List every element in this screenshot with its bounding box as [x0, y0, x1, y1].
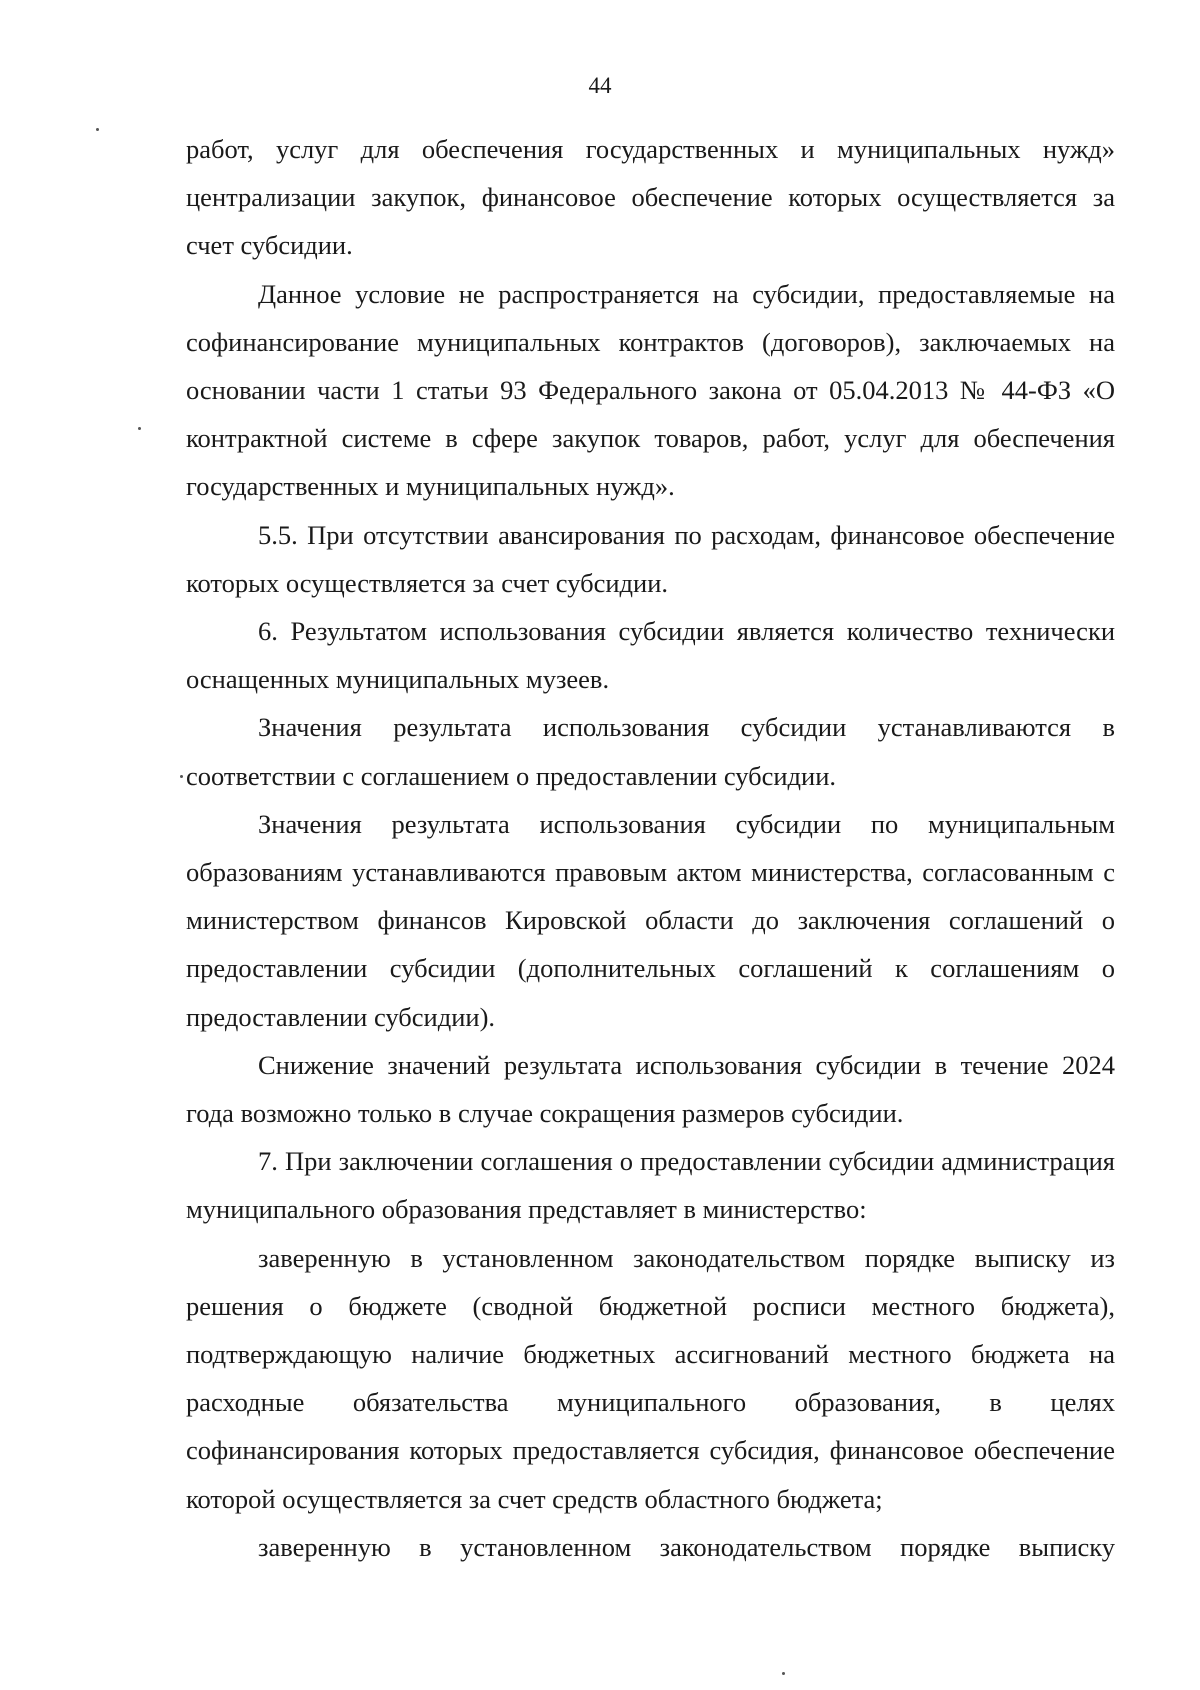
- scan-speck: [180, 775, 183, 778]
- scan-speck: [138, 427, 141, 430]
- paragraph-result-values: Значения результата использования субсидии устанавливаются в соответствии с соглашением о предоставлении субсидии.: [186, 712, 1115, 791]
- paragraph-extract-second: заверенную в установленном законодательством порядке выписку: [258, 1531, 1115, 1562]
- paragraph-5-5: 5.5. При отсутствии авансирования по расходам, финансовое обеспечение которых осуществляется за счет субсидии.: [186, 519, 1115, 598]
- paragraph-7: 7. При заключении соглашения о предоставлении субсидии администрация муниципального образования представляет в министерство:: [186, 1146, 1115, 1225]
- paragraph-6: 6. Результатом использования субсидии является количество технически оснащенных муниципальных музеев.: [186, 616, 1115, 695]
- paragraph-continuation: работ, услуг для обеспечения государственных и муниципальных нужд» централизации закупок, финансовое обеспечение которых осуществляется за счет субсидии.: [186, 134, 1115, 261]
- paragraph-result-values-municipal: Значения результата использования субсидии по муниципальным образованиям устанавливаются правовым актом министерства, согласованным с министерством финансов Кировской области до заключения соглашений о предоставлении субсидии (дополнительных соглашений к соглашениям о предоставлении субсидии).: [186, 808, 1115, 1032]
- page-number: 44: [588, 73, 612, 98]
- paragraph-reduction: Снижение значений результата использования субсидии в течение 2024 года возможно только в случае сокращения размеров субсидии.: [186, 1049, 1115, 1129]
- paragraph-condition: Данное условие не распространяется на субсидии, предоставляемые на софинансирование муниципальных контрактов (договоров), заключаемых на основании части 1 статьи 93 Федерального закона от 05.04.2013 № 44-ФЗ «О контрактной системе в сфере закупок товаров, работ, услуг для обеспечения государственных и муниципальных нужд».: [186, 278, 1115, 502]
- paragraph-extract-budget: заверенную в установленном законодательством порядке выписку из решения о бюджете (сводной бюджетной росписи местного бюджета), подтверждающую наличие бюджетных ассигнований местного бюджета на расходные обязательства муниципального образования, в целях софинансирования которых предоставляется субсидия, финансовое обеспечение которой осуществляется за счет средств областного бюджета;: [186, 1242, 1115, 1514]
- document-body: [186, 125, 1115, 1571]
- scan-speck: [782, 1672, 785, 1675]
- scan-speck: [96, 128, 99, 131]
